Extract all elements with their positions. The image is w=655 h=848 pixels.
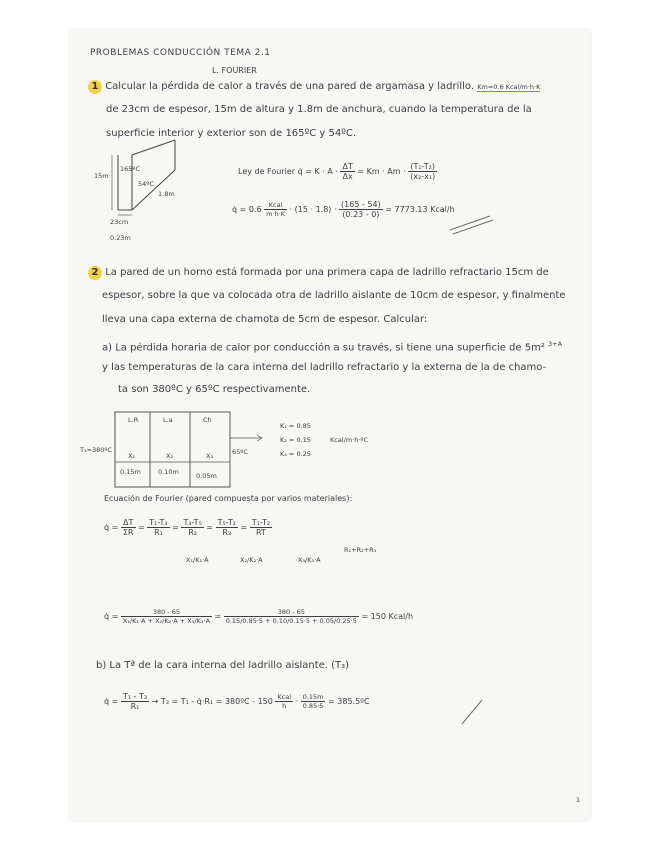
layer1-label: L.R xyxy=(128,416,139,424)
problem2-a-line3: ta son 380ºC y 65ºC respectivamente. xyxy=(118,384,311,395)
fourier-eq-num: ΔT xyxy=(342,162,353,171)
calc2-num2: 380 - 65 xyxy=(224,608,359,617)
b-calc: → T₃ = T₁ - q̇·R₁ = 380ºC - 150 xyxy=(151,697,273,706)
problem1-line3: superficie interior y exterior son de 165ºC y 54ºC. xyxy=(106,128,357,139)
calc-unit-den: m·h·K xyxy=(266,210,285,218)
eq-t4: T₁-T₂ xyxy=(251,518,271,527)
problem2-b-line: b) La Tª de la cara interna del ladrillo aislante. (T₃) xyxy=(96,660,350,671)
calc2-num1: 380 - 65 xyxy=(121,608,212,617)
b-unit-num: Kcal xyxy=(277,693,292,701)
layer1-x: X₁ xyxy=(128,452,136,460)
page-number: 1 xyxy=(576,796,581,804)
eq-r1: R₁ xyxy=(154,528,163,537)
eq-r3: R₃ xyxy=(222,528,232,537)
calc2-result: = 150 Kcal/h xyxy=(361,612,414,621)
k1-value: K₁ = 0.85 xyxy=(280,422,311,430)
problem1-text1: Calcular la pérdida de calor a través de una pared de argamasa y ladrillo. xyxy=(105,81,475,92)
composite-equation: q̇ = $\frac{\Delta T}{\Sigma R}$ = $\frac{\text{T₁-T₃}}{\text{R₁}}$ = $\frac{\text{T₃-T₅}}{\text{R₂}}$ = $\frac{\text{T₅-T₂}}{\text{R₃}}$ = $\frac{\text{T₁-T₂}}{RT}$ xyxy=(104,518,271,537)
b-den: R₁ xyxy=(130,702,140,711)
calc-mid: · (15 · 1.8) · xyxy=(289,205,337,214)
problem1-number: 1 xyxy=(88,80,102,94)
calc2-left: q̇ = xyxy=(104,612,119,621)
eq-t2: T₃-T₅ xyxy=(183,518,202,527)
b-unit-den: h xyxy=(282,702,287,710)
fourier-eq-left: q̇ = K · A · xyxy=(297,167,338,176)
wall-thickness-m: 0.23m xyxy=(110,234,131,242)
b-frac-den: 0.85·5 xyxy=(302,702,324,710)
eq-left: q̇ = xyxy=(104,523,119,532)
eq-sub1: X₁/K₁·A xyxy=(186,556,209,564)
calc2-den2: 0.15/0.85·5 + 0.10/0.15·5 + 0.05/0.25·5 xyxy=(225,617,357,625)
wall-height-label: 15m xyxy=(94,172,109,180)
problem1-line2: de 23cm de espesor, 15m de altura y 1.8m de anchura, cuando la temperatura de la xyxy=(106,104,532,115)
fourier-eq-den: Δx xyxy=(342,172,353,181)
k2-value: K₂ = 0.15 xyxy=(280,436,311,444)
problem2-a-text1: a) La pérdida horaria de calor por conducción a su través, si tiene una superficie de 5m² xyxy=(102,342,545,354)
calc-unit-num: Kcal xyxy=(264,201,287,210)
problem2-b-calculation: q̇ = $\frac{\text{T₁ - T₃}}{\text{R₁}}$ → T₃ = T₁ - q̇·R₁ = 380ºC - 150 $\frac{\text{Kcal}}{h}$ · $\frac{0.15m}{0.85\cdot 5}$ = 385.5ºC xyxy=(104,692,370,711)
problem2-text1: La pared de un horno está formada por una primera capa de ladrillo refractario 15cm de xyxy=(105,267,549,278)
layer2-thickness: 0.10m xyxy=(158,468,179,476)
eq-r2: R₂ xyxy=(188,528,197,537)
layer1-thickness: 0.15m xyxy=(120,468,141,476)
b-frac-num: 0.15m xyxy=(302,693,324,701)
eq-sub2: X₂/K₂·A xyxy=(240,556,263,564)
layer3-thickness: 0.05m xyxy=(196,472,217,480)
eq-sub3: X₃/K₃·A xyxy=(298,556,321,564)
composite-calculation: q̇ = $\frac{380 - 65}{\text{X₁/K₁·A + X₂/K₂·A + X₃/K₃·A}}$ = $\frac{380 - 65}{0.15/0.85\cdot 5 + 0.10/0.15\cdot 5 + 0.05/0.25\cdot 5}$ = 150 Kcal/h xyxy=(104,608,414,625)
fourier-law-label: Ley de Fourier xyxy=(238,167,296,176)
problem2-a-extra: 3+A xyxy=(548,340,563,348)
calc2-den1: X₁/K₁·A + X₂/K₂·A + X₃/K₃·A xyxy=(122,617,210,625)
b-left: q̇ = xyxy=(104,697,119,706)
b-num: T₁ - T₃ xyxy=(122,692,148,701)
eq-t1: T₁-T₃ xyxy=(149,518,168,527)
k3-value: K₃ = 0.25 xyxy=(280,450,311,458)
eq-sum-den: ΣR xyxy=(122,528,134,537)
calc-frac-num: (165 - 54) xyxy=(341,200,381,209)
k-unit: Kcal/m·h·ºC xyxy=(330,436,369,444)
problem2-line2: espesor, sobre la que va colocada otra de ladrillo aislante de 10cm de espesor, y finalmente xyxy=(102,290,566,301)
problem1-coef: Km=0.6 Kcal/m·h·K xyxy=(477,83,541,91)
page-title: PROBLEMAS CONDUCCIÓN TEMA 2.1 xyxy=(90,48,271,58)
outer-temperature: 65ºC xyxy=(232,448,248,456)
wall-width-label: 1.8m xyxy=(158,190,175,198)
eq-sub4: R₁+R₂+R₃ xyxy=(344,546,377,554)
wall-t1-label: 165ºC xyxy=(120,165,141,173)
problem2-number: 2 xyxy=(88,266,102,280)
wall-t2-label: 54ºC xyxy=(138,180,154,188)
problem2-a-line2: y las temperaturas de la cara interna del ladrillo refractario y la externa de la de chamo- xyxy=(102,362,547,373)
equation-caption: Ecuación de Fourier (pared compuesta por varios materiales): xyxy=(104,494,353,503)
calc-frac-den: (0.23 - 0) xyxy=(342,210,380,219)
calc-left: q̇ = 0.6 xyxy=(232,205,262,214)
wall-thickness-cm: 23cm xyxy=(110,218,129,226)
fourier-eq2-num: (T₁-T₂) xyxy=(408,162,437,172)
eq-sum-num: ΔT xyxy=(121,518,136,528)
layer2-label: L.a xyxy=(163,416,173,424)
layer2-x: X₂ xyxy=(166,452,174,460)
law-name: L. FOURIER xyxy=(212,66,257,75)
fourier-eq2-den: (x₂-x₁) xyxy=(410,172,436,181)
inner-temperature: T₁=380ºC xyxy=(80,446,113,454)
fourier-eq-mid: = Km · Am · xyxy=(357,167,406,176)
calc-result: = 7773.13 Kcal/h xyxy=(385,205,455,214)
eq-r4: RT xyxy=(255,528,266,537)
eq-t3: T₅-T₂ xyxy=(217,518,236,527)
layer3-label: Ch xyxy=(203,416,212,424)
b-result: = 385.5ºC xyxy=(328,697,370,706)
layer3-x: X₃ xyxy=(206,452,214,460)
problem2-line3: lleva una capa externa de chamota de 5cm de espesor. Calcular: xyxy=(102,314,428,325)
